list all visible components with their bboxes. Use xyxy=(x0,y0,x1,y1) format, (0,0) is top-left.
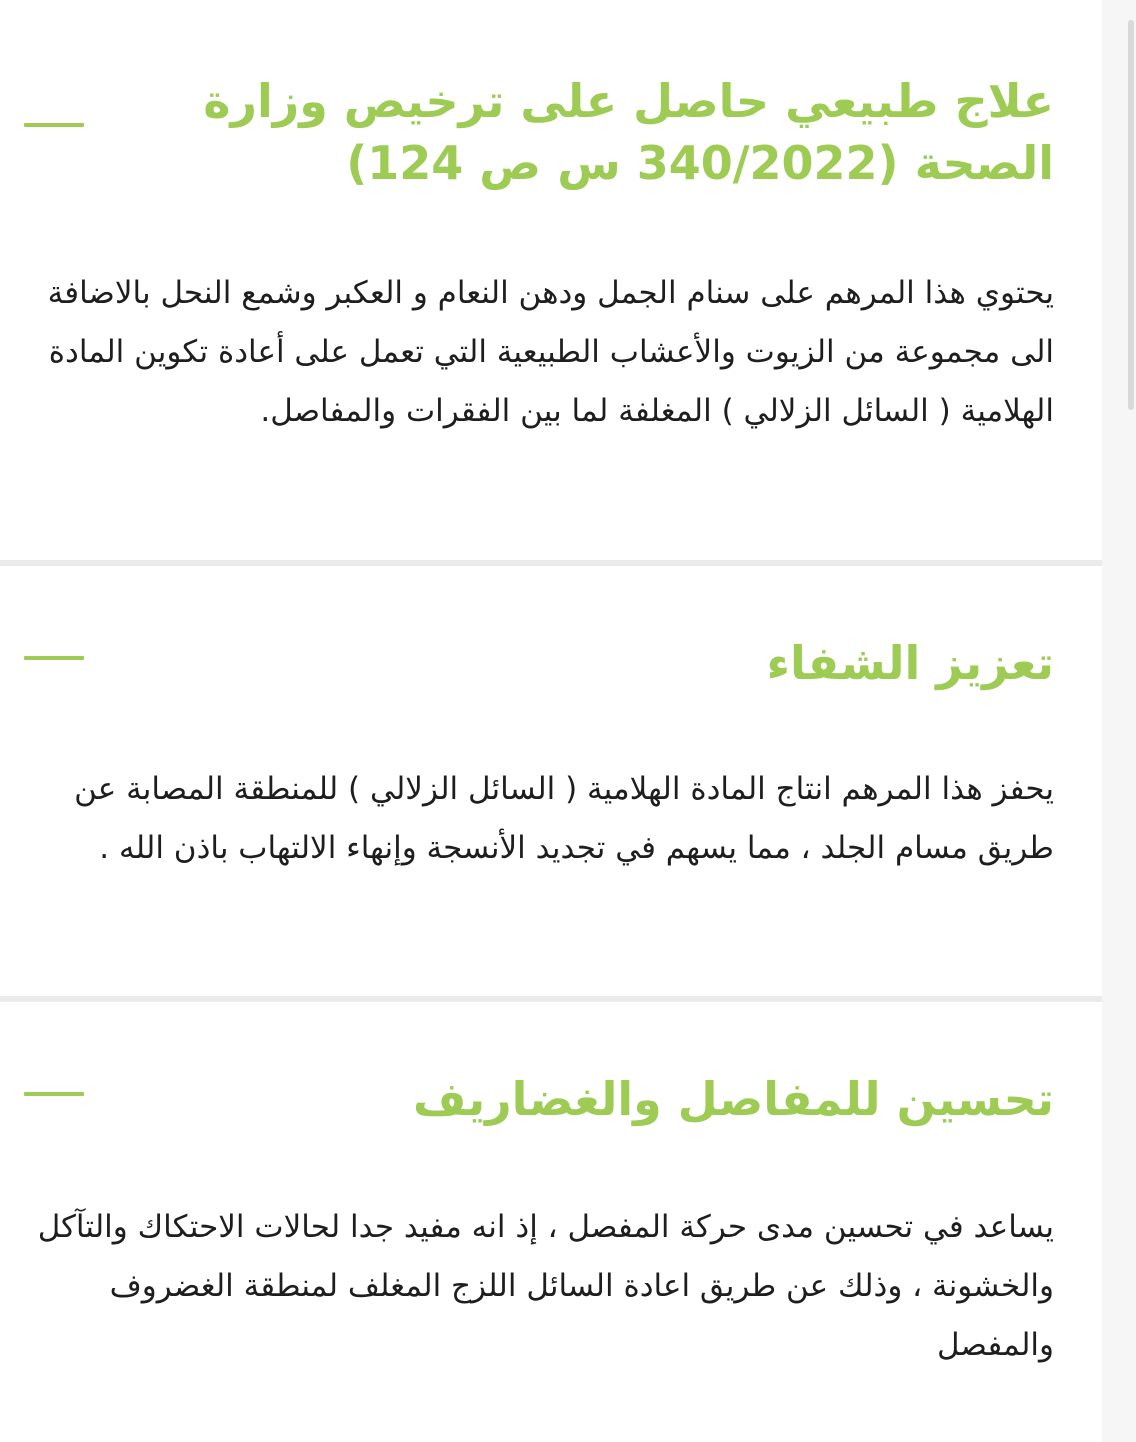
accordion-section-healing xyxy=(0,566,1102,996)
minus-icon[interactable] xyxy=(24,123,84,127)
scrollbar-thumb[interactable] xyxy=(1128,20,1134,410)
section-title[interactable]: تحسين للمفاصل والغضاريف xyxy=(413,1072,1054,1126)
accordion-section-license xyxy=(0,0,1102,560)
section-body: يساعد في تحسين مدى حركة المفصل ، إذ انه مفيد جدا لحالات الاحتكاك والتآكل والخشونة ، وذلك عن طريق اعادة السائل اللزج المغلف لمنطقة الغضروف والمفصل xyxy=(37,1209,1054,1363)
section-title[interactable]: تعزيز الشفاء xyxy=(766,636,1054,690)
minus-icon[interactable] xyxy=(24,1092,84,1096)
scrollbar[interactable] xyxy=(1102,0,1136,1442)
minus-icon[interactable] xyxy=(24,656,84,660)
section-body: يحفز هذا المرهم انتاج المادة الهلامية ( السائل الزلالي ) للمنطقة المصابة عن طريق مسام الجلد ، مما يسهم في تجديد الأنسجة وإنهاء الالتهاب باذن الله . xyxy=(74,771,1054,866)
accordion-section-joints xyxy=(0,1002,1102,1442)
section-body: يحتوي هذا المرهم على سنام الجمل ودهن النعام و العكبر وشمع النحل بالاضافة الى مجموعة من الزيوت والأعشاب الطبيعية التي تعمل على أعادة تكوين المادة الهلامية ( السائل الزلالي ) المغلفة لما بين الفقرات والمفاصل. xyxy=(47,275,1054,429)
section-title[interactable]: علاج طبيعي حاصل على ترخيص وزارة الصحة (340/2022 س ص 124) xyxy=(203,74,1054,190)
